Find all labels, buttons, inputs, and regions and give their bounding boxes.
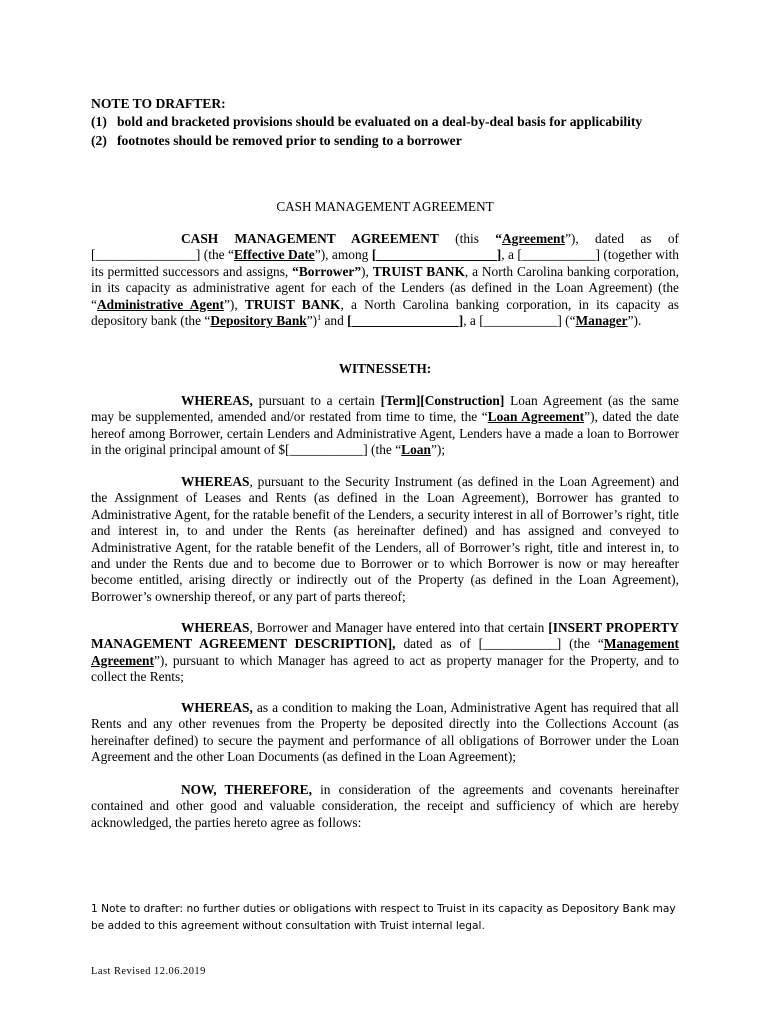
- drafter-note: [91, 95, 691, 150]
- now-therefore-paragraph: NOW, THEREFORE, in consideration of the agreements and covenants hereinafter contained and other good and valuable consideration, the receipt and sufficiency of which are hereby acknowledged, the parties hereto agree as follows:: [91, 782, 680, 830]
- note-item-1: [91, 113, 691, 131]
- note-heading: NOTE TO DRAFTER:: [91, 96, 226, 111]
- note-item-2: [91, 132, 691, 150]
- defined-term-administrative-agent: Administrative Agent: [96, 296, 224, 312]
- witnesseth-heading: WITNESSETH:: [338, 361, 432, 376]
- document-title: CASH MANAGEMENT AGREEMENT: [276, 199, 494, 214]
- party-truist-bank: TRUIST BANK: [372, 263, 465, 279]
- defined-term-effective-date: Effective Date: [233, 247, 315, 263]
- defined-term-management-agreement: Management Agreement: [91, 636, 679, 668]
- agreement-name: CASH MANAGEMENT AGREEMENT: [181, 231, 439, 246]
- footnote-marker: 1: [317, 313, 322, 323]
- whereas-paragraph-3: WHEREAS, Borrower and Manager have entered into that certain [INSERT PROPERTY MANAGEMENT AGREEMENT DESCRIPTION], dated as of [___________] (the “Management Agreement”), pursuant to which Manager has agreed to act as property manager for the Property, and to collect the Rents;: [91, 620, 679, 685]
- defined-term-agreement: Agreement: [501, 231, 565, 246]
- manager-name-blank: [________________]: [347, 313, 464, 329]
- footnote: 1 Note to drafter: no further duties or obligations with respect to Truist in its capacity as Depository Bank may be added to this agreement without consultation with Truist internal legal.: [91, 903, 676, 932]
- defined-term-depository-bank: Depository Bank: [210, 313, 307, 329]
- note-item-number: (2): [91, 132, 107, 148]
- whereas-paragraph-4: WHEREAS, as a condition to making the Loan, Administrative Agent has required that all Rents and any other revenues from the Property be deposited directly into the Collections Account (as hereinafter defined) to secure the payment and performance of all obligations of Borrower under the Loan Agreement and the other Loan Documents (as defined in the Loan Agreement);: [91, 700, 679, 765]
- borrower-name-blank: [__________________]: [371, 247, 502, 263]
- whereas-paragraph-1: WHEREAS, pursuant to a certain [Term][Construction] Loan Agreement (as the same may be supplemented, amended and/or restated from time to time, the “Loan Agreement”), dated the date hereof among Borrower, certain Lenders and Administrative Agent, Lenders have a made a loan to Borrower in the original principal amount of $[___________] (the “Loan”);: [91, 393, 679, 458]
- defined-term-loan: Loan: [401, 442, 431, 458]
- whereas-paragraph-2: WHEREAS, pursuant to the Security Instrument (as defined in the Loan Agreement) and the Assignment of Leases and Rents (as defined in the Loan Agreement), Borrower has granted to Administrative Agent, for the ratable benefit of the Lenders, a security interest in all of Borrower’s right, title and interest in, to and under the Rents (as hereinafter defined) and has assigned and conveyed to Administrative Agent, for the ratable benefit of the Lenders, all of Borrower’s right, title and interest in, to and under the Rents due and to become due to Borrower or to which Borrower is now or may hereafter become entitled, arising directly or indirectly out of the Property (as defined in the Loan Agreement), Borrower’s ownership thereof, or any part of parts thereof;: [91, 474, 679, 604]
- intro-paragraph: CASH MANAGEMENT AGREEMENT (this “Agreement”), dated as of [_______________] (the “Effective Date”), among [__________________], a [___________] (together with its permitted successors and assigns, “Borrower”), TRUIST BANK, a North Carolina banking corporation, in its capacity as administrative agent for each of the Lenders (as defined in the Loan Agreement) (the “Administrative Agent”), TRUIST BANK, a North Carolina banking corporation, in its capacity as depository bank (the “Depository Bank”)$^1$ and [________________], a [___________] (“Manager”).: [91, 231, 680, 329]
- note-item-number: (1): [91, 114, 107, 130]
- defined-term-manager: Manager: [575, 313, 628, 329]
- note-item-text: bold and bracketed provisions should be evaluated on a deal-by-deal basis for applicability: [117, 114, 643, 130]
- note-item-text: footnotes should be removed prior to sending to a borrower: [117, 132, 462, 148]
- page-footer: Last Revised 12.06.2019: [91, 966, 206, 977]
- defined-term-borrower: “Borrower”: [292, 263, 362, 279]
- defined-term-loan-agreement: Loan Agreement: [487, 409, 585, 425]
- party-truist-bank: TRUIST BANK: [244, 296, 341, 312]
